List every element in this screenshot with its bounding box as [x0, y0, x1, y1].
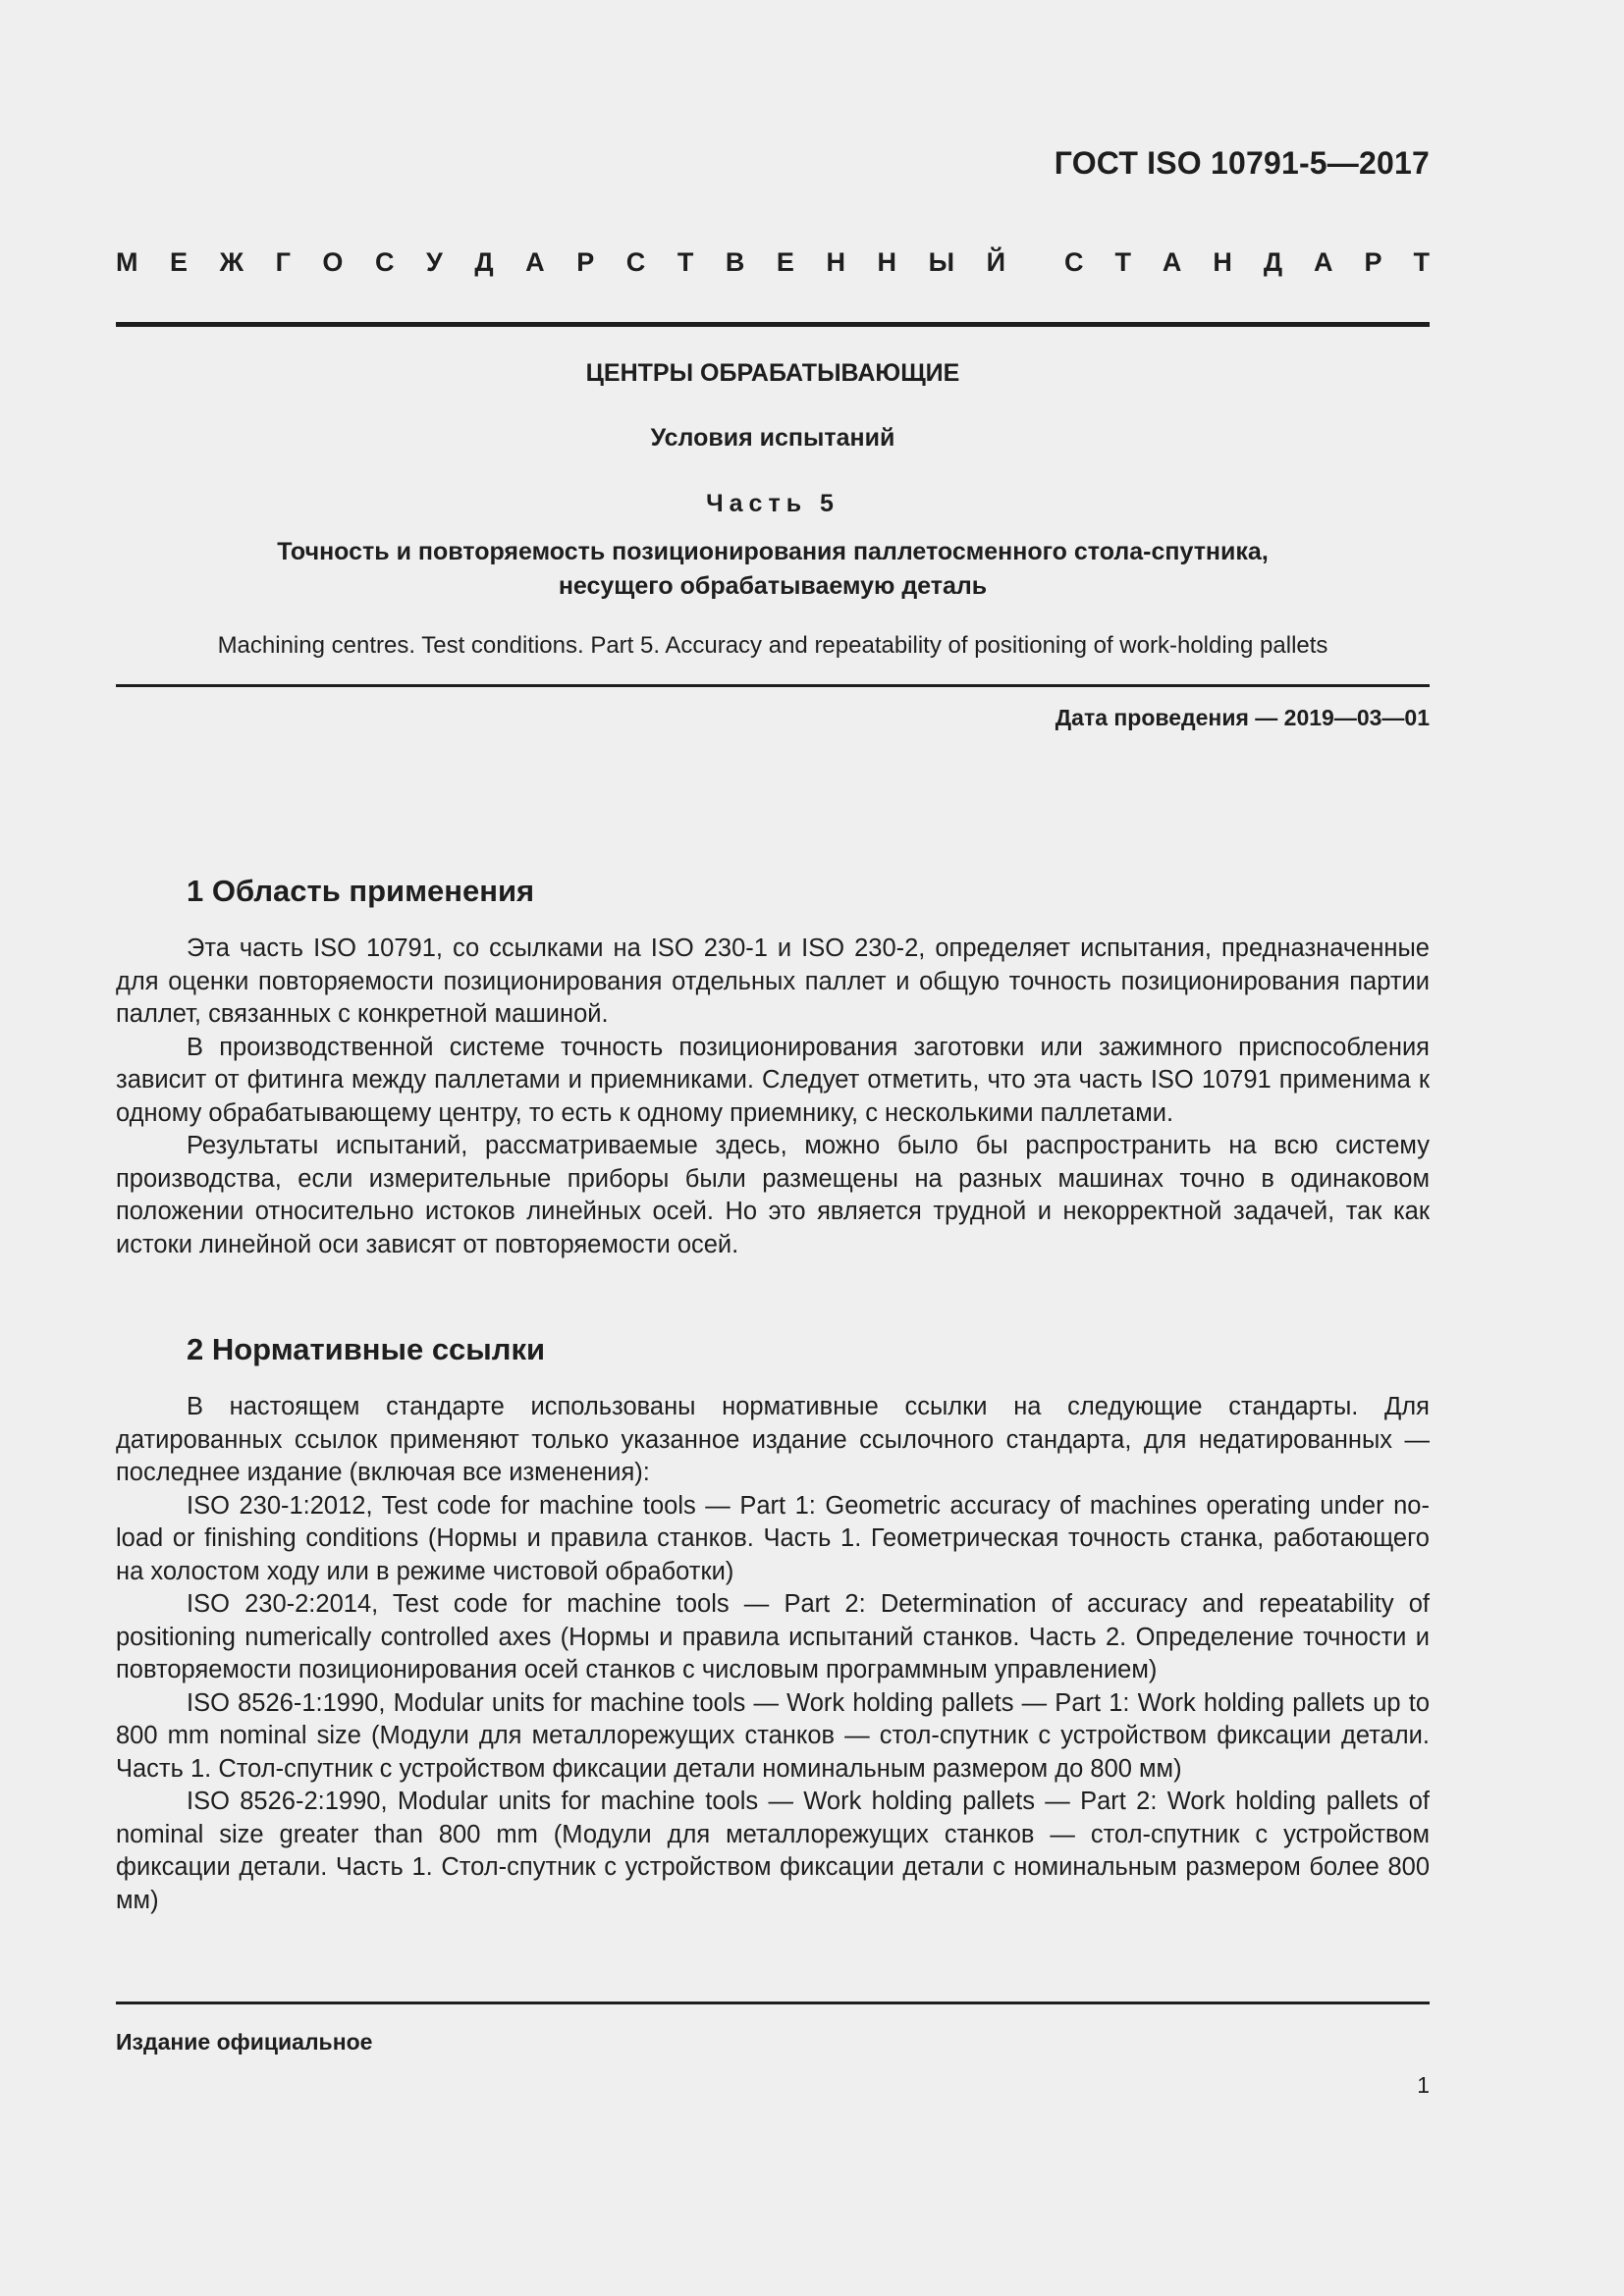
banner-letter: Е — [170, 247, 189, 277]
document-page — [116, 0, 1430, 2296]
banner-letter: А — [525, 247, 545, 277]
banner-letter: Р — [1364, 247, 1382, 277]
top-rule — [116, 322, 1430, 327]
banner-letter: О — [322, 247, 344, 277]
paragraph: Результаты испытаний, рассматриваемые здесь, можно было бы распространить на всю систему производства, если измерительные приборы были размещены на разных машинах точно в одинаковом положении относительно истоков линейных осей. Но это является трудной и некорректной задачей, так как истоки линейной оси зависят от повторяемости осей. — [116, 1132, 1430, 1258]
reference-item: ISO 8526-2:1990, Modular units for machine tools — Work holding pallets — Part 2: Work holding pallets of nominal size greater than 800 mm (Модули для металлорежущих станков — стол-спутник с устройством фиксации детали. Часть 1. Стол-спутник с устройством фиксации детали с номинальным размером более 800 мм) — [116, 1788, 1430, 1914]
banner-letter: Ы — [928, 247, 955, 277]
banner-letter: Т — [1114, 247, 1131, 277]
title-long — [116, 535, 1430, 604]
banner-letter: М — [116, 247, 138, 277]
banner-letter: В — [725, 247, 745, 277]
standard-type-banner — [116, 247, 1430, 278]
reference-item: ISO 8526-1:1990, Modular units for machine tools — Work holding pallets — Part 1: Work holding pallets up to 800 mm nominal size (Модули для металлорежущих станков — стол-спутник с устройством фиксации детали. Часть 1. Стол-спутник с устройством фиксации детали номинальным размером до 800 мм) — [116, 1688, 1430, 1783]
section-body-scope — [116, 933, 1430, 1261]
title-long-line-1: Точность и повторяемость позиционирования паллетосменного стола-спутника, — [277, 538, 1269, 565]
title-sub: Условия испытаний — [650, 424, 895, 452]
banner-letter: Д — [474, 247, 494, 277]
banner-letter: У — [426, 247, 443, 277]
official-edition-label: Издание официальное — [116, 2029, 373, 2055]
standard-type-word-interstate — [116, 247, 1005, 278]
banner-letter: Й — [986, 247, 1005, 277]
banner-letter: С — [625, 247, 646, 277]
paragraph: Эта часть ISO 10791, со ссылками на ISO 230-1 и ISO 230-2, определяет испытания, предназначенные для оценки повторяемости позиционирования отдельных паллет и общую точность позиционирования партии паллет, связанных с конкретной машиной. — [116, 934, 1430, 1028]
banner-letter: Н — [826, 247, 845, 277]
section-body-normative-references — [116, 1391, 1430, 1917]
banner-letter: Т — [677, 247, 694, 277]
banner-letter: А — [1162, 247, 1182, 277]
banner-letter: Г — [275, 247, 291, 277]
reference-item: ISO 230-2:2014, Test code for machine tools — Part 2: Determination of accuracy and repeatability of positioning numerically controlled axes (Нормы и правила испытаний станков. Часть 2. Определение точности и повторяемости позиционирования осей станков с числовым программным управлением) — [116, 1590, 1430, 1683]
reference-item: ISO 230-1:2012, Test code for machine tools — Part 1: Geometric accuracy of machines operating under no-load or finishing conditions (Нормы и правила станков. Часть 1. Геометрическая точность станка, работающего на холостом ходу или в режиме чистовой обработки) — [116, 1491, 1430, 1585]
banner-letter: Н — [877, 247, 897, 277]
page-number: 1 — [1417, 2072, 1430, 2098]
footer-rule — [116, 2002, 1430, 2004]
title-english: Machining centres. Test conditions. Part 5. Accuracy and repeatability of positioning of work-holding pallets — [217, 632, 1328, 659]
banner-letter: Е — [776, 247, 794, 277]
banner-letter: Ж — [219, 247, 244, 277]
document-code: ГОСТ ISO 10791-5—2017 — [1054, 145, 1430, 181]
section-heading-scope: 1 Область применения — [187, 874, 535, 908]
section-heading-normative-references: 2 Нормативные ссылки — [187, 1332, 546, 1366]
paragraph: В производственной системе точность позиционирования заготовки или зажимного приспособления зависит от фитинга между паллетами и приемниками. Следует отметить, что эта часть ISO 10791 применима к одному обрабатывающему центру, то есть к одному приемнику, с несколькими паллетами. — [116, 1033, 1430, 1127]
title-part: Часть 5 — [706, 490, 839, 517]
banner-letter: С — [374, 247, 395, 277]
banner-letter: А — [1314, 247, 1333, 277]
banner-letter: Д — [1263, 247, 1283, 277]
standard-type-word-standard — [1064, 247, 1430, 278]
banner-letter: С — [1064, 247, 1084, 277]
banner-letter: Р — [576, 247, 595, 277]
title-long-line-2: несущего обрабатываемую деталь — [558, 572, 988, 600]
title-rule — [116, 684, 1430, 687]
effective-date: Дата проведения — 2019—03—01 — [1055, 705, 1430, 730]
paragraph: В настоящем стандарте использованы нормативные ссылки на следующие стандарты. Для датированных ссылок применяют только указанное издание ссылочного стандарта, для недатированных — последнее издание (включая все изменения): — [116, 1393, 1430, 1486]
title-main: ЦЕНТРЫ ОБРАБАТЫВАЮЩИЕ — [585, 359, 960, 387]
banner-letter: Т — [1413, 247, 1430, 277]
banner-letter: Н — [1213, 247, 1232, 277]
